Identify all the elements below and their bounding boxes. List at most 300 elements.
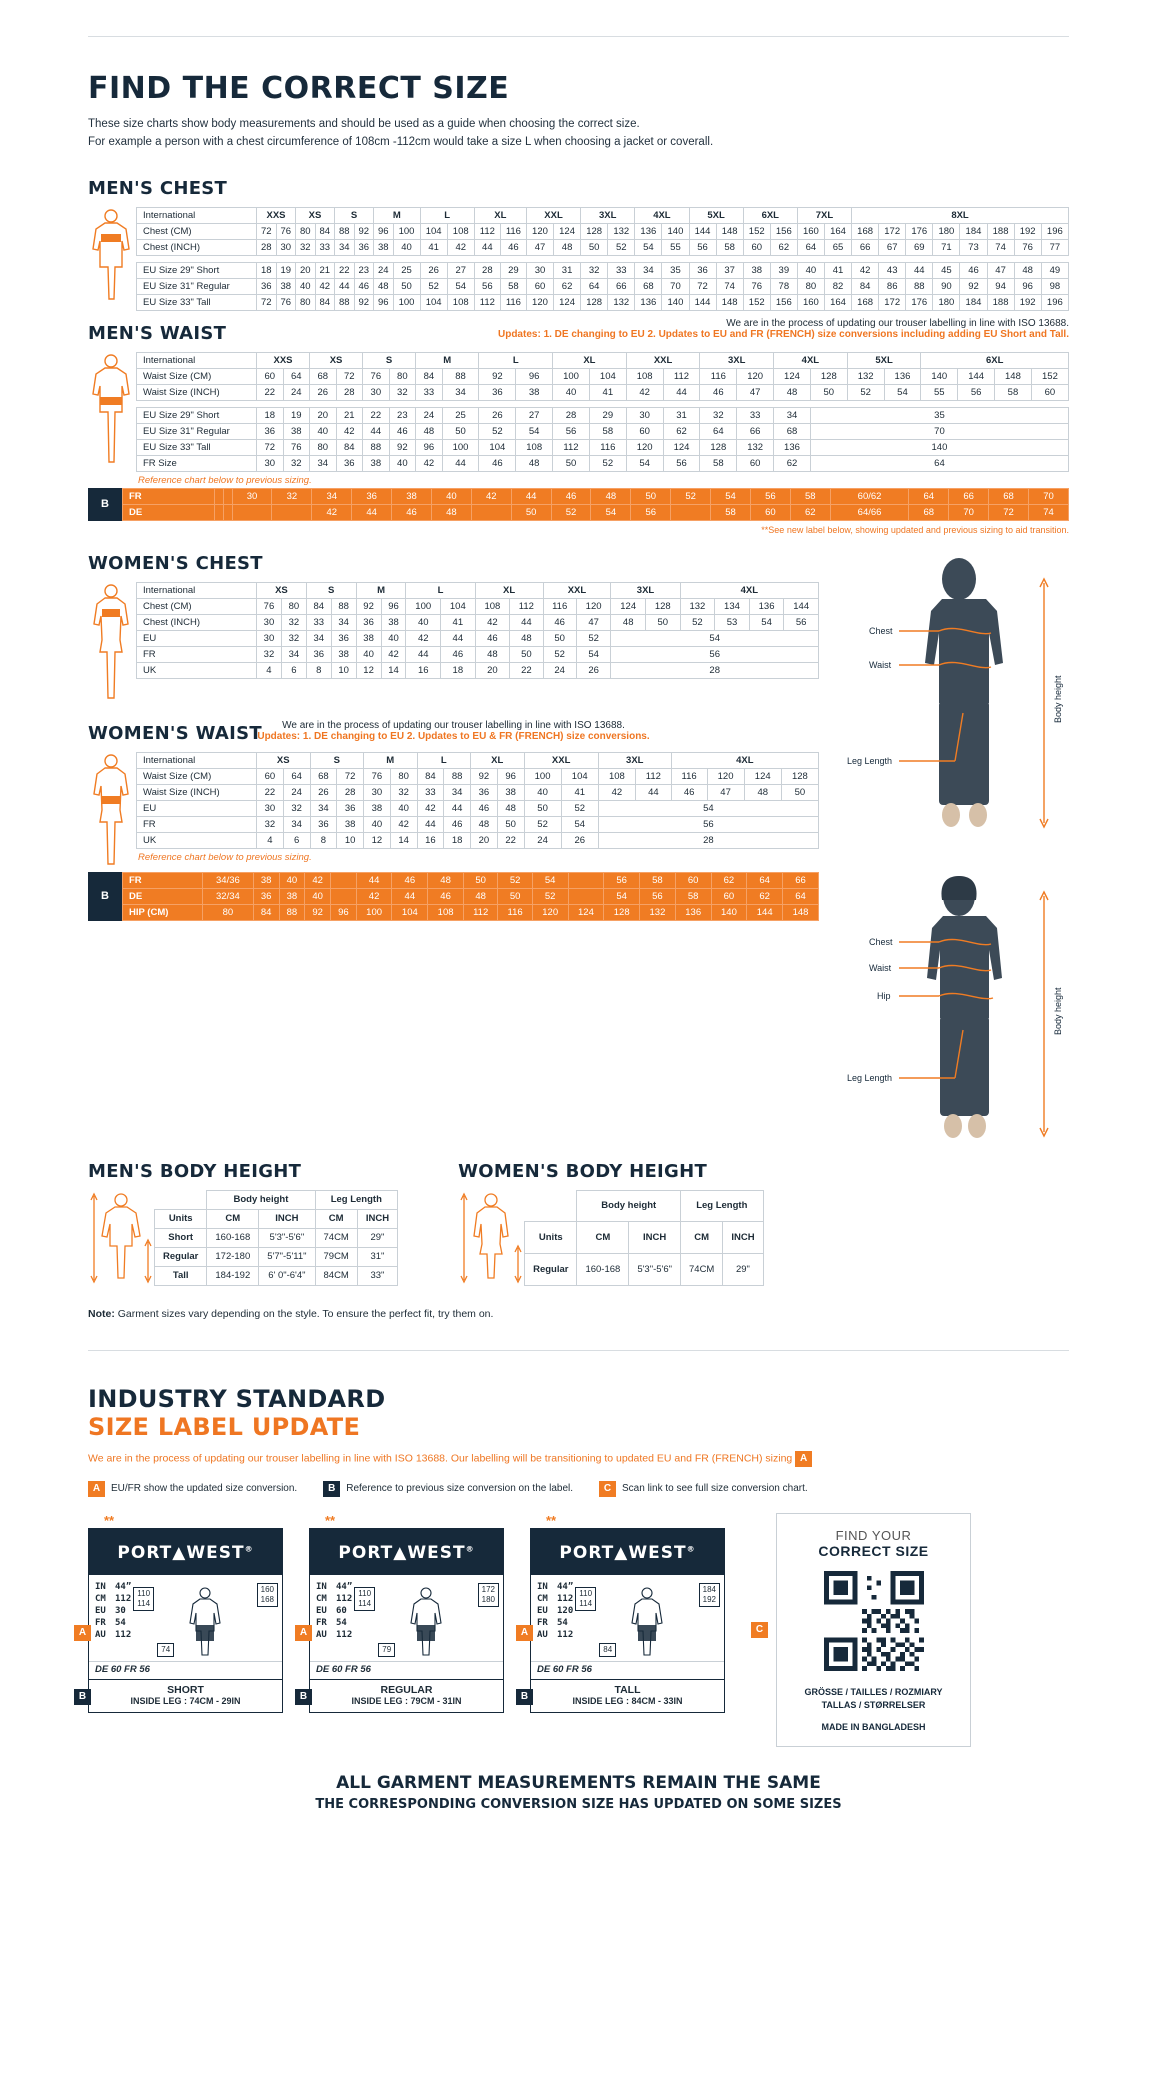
size-header-l: L <box>417 752 471 768</box>
previous-size-cell: 44 <box>392 888 428 904</box>
cell: 42 <box>852 262 879 278</box>
previous-size-cell: 60/62 <box>830 488 909 504</box>
table-row <box>137 278 1069 294</box>
cell: 70 <box>810 423 1068 439</box>
cell: 112 <box>474 223 500 239</box>
cell: 32 <box>281 630 306 646</box>
cell: 66 <box>608 278 635 294</box>
cell: 72 <box>336 368 363 384</box>
cell: 68 <box>310 768 337 784</box>
bh-cell: 184-192 <box>207 1266 259 1285</box>
cell: 58 <box>716 239 743 255</box>
cell: 148 <box>716 294 743 310</box>
cell: 33 <box>315 239 335 255</box>
label-fit-name: SHORT <box>167 1683 204 1696</box>
cell: 92 <box>389 439 416 455</box>
previous-size-cell <box>223 488 232 504</box>
row-label: Chest (INCH) <box>137 239 257 255</box>
cell: 27 <box>447 262 474 278</box>
previous-size-cell: 54 <box>532 872 568 888</box>
previous-size-cell: 74 <box>1029 504 1069 520</box>
mens-waist-block <box>88 352 1069 488</box>
cell: 74 <box>716 278 743 294</box>
womens-waist-previous-table <box>122 872 819 921</box>
cell: 76 <box>276 294 296 310</box>
cell: 32 <box>296 239 316 255</box>
female-height-icon <box>458 1190 524 1286</box>
row-label: EU <box>137 800 257 816</box>
cell: 132 <box>680 598 715 614</box>
cell: 164 <box>824 294 851 310</box>
mens-waist-figure <box>88 352 136 472</box>
previous-size-cell <box>330 872 356 888</box>
cell: 34 <box>310 455 337 471</box>
cell: 41 <box>589 384 626 400</box>
previous-size-cell: 36 <box>253 888 279 904</box>
legend-item-b <box>323 1481 573 1497</box>
garment-note-text: Garment sizes vary depending on the style. To ensure the perfect fit, try them on. <box>114 1307 494 1320</box>
previous-size-cell: 72 <box>989 504 1029 520</box>
qr-foot-3: MADE IN BANGLADESH <box>821 1721 926 1732</box>
cell: 148 <box>716 223 743 239</box>
cell: 188 <box>987 294 1014 310</box>
cell: 116 <box>543 598 576 614</box>
previous-size-cell: 140 <box>711 904 747 920</box>
cell: 84 <box>306 598 331 614</box>
cell: 29 <box>500 262 526 278</box>
cell: 56 <box>784 614 819 630</box>
cell: 38 <box>743 262 770 278</box>
cell: 55 <box>662 239 689 255</box>
row-label: FR Size <box>137 455 257 471</box>
cell: 12 <box>356 662 381 678</box>
legend-text-a: EU/FR show the updated size conversion. <box>111 1483 298 1495</box>
cell: 124 <box>744 768 781 784</box>
label-leg-box: 84 <box>599 1643 616 1657</box>
mens-waist-table <box>136 352 1069 472</box>
size-header-m: M <box>374 207 421 223</box>
row-label: Waist Size (INCH) <box>137 384 257 400</box>
cell: 10 <box>331 662 356 678</box>
cell: 36 <box>337 800 364 816</box>
bh-subheader-cell: CM <box>681 1222 723 1254</box>
previous-size-cell: 60 <box>675 872 711 888</box>
previous-size-cell: 148 <box>783 904 819 920</box>
cell: 56 <box>553 423 590 439</box>
cell: 84 <box>416 368 443 384</box>
see-new-label-note: **See new label below, showing updated and previous sizing to aid transition. <box>761 524 1069 535</box>
bh-subheader-cell: INCH <box>259 1209 315 1228</box>
cell: 32 <box>281 614 306 630</box>
cell: 42 <box>336 423 363 439</box>
bh-cell: Tall <box>155 1266 207 1285</box>
table-row <box>137 768 819 784</box>
bh-cell: Regular <box>525 1253 577 1285</box>
previous-size-cell: 108 <box>428 904 464 920</box>
cell: 112 <box>635 768 671 784</box>
cell: 25 <box>442 407 479 423</box>
cell: 53 <box>715 614 750 630</box>
womens-waist-block <box>88 752 819 872</box>
bh-cell: 29" <box>357 1228 397 1247</box>
cell: 36 <box>479 384 516 400</box>
cell: 32 <box>581 262 608 278</box>
cell: 30 <box>257 614 282 630</box>
label-spec-row: AU 112 <box>95 1630 132 1641</box>
cell: 124 <box>774 368 811 384</box>
cell: 64 <box>283 768 310 784</box>
label-figure <box>131 1581 278 1659</box>
cell: 80 <box>389 368 416 384</box>
womens-waist-update-1: 1. DE changing to EU <box>302 730 405 742</box>
label-leg-box: 79 <box>378 1643 395 1657</box>
cell: 82 <box>824 278 851 294</box>
cell: 42 <box>315 278 335 294</box>
cell: 52 <box>680 614 715 630</box>
size-header-6xl: 6XL <box>921 352 1069 368</box>
previous-size-cell: 66 <box>949 488 989 504</box>
mens-chest-block <box>88 207 1069 311</box>
previous-size-cell: 120 <box>532 904 568 920</box>
previous-size-cell: 56 <box>640 888 676 904</box>
intro-line-1: These size charts show body measurements and should be used as a guide when choosing the correct size. <box>88 118 640 130</box>
table-row <box>137 614 819 630</box>
cell: 120 <box>626 439 663 455</box>
previous-size-row <box>123 888 819 904</box>
cell: 104 <box>589 368 626 384</box>
cell: 100 <box>393 294 420 310</box>
mens-body-height-block <box>88 1161 398 1286</box>
legend-text-b: Reference to previous size conversion on the label. <box>346 1483 574 1495</box>
mens-waist-update-1: 1. DE changing to EU <box>543 328 645 340</box>
model-illustrations <box>839 553 1069 1155</box>
cell: 67 <box>879 239 906 255</box>
previous-size-cell: 66 <box>783 872 819 888</box>
cell: 30 <box>276 239 296 255</box>
previous-size-label: HIP (CM) <box>123 904 203 920</box>
cell: 34 <box>774 407 811 423</box>
cell: 49 <box>1041 262 1068 278</box>
label-card-short <box>78 1512 283 1748</box>
cell: 42 <box>406 630 441 646</box>
cell: 46 <box>471 800 498 816</box>
cell: 26 <box>310 384 337 400</box>
cell: 58 <box>995 384 1032 400</box>
cell: 176 <box>906 223 933 239</box>
label-person-icon <box>183 1585 227 1659</box>
female-label-body-height: Body height <box>1053 987 1063 1035</box>
bh-cell: 31" <box>357 1247 397 1266</box>
label-spec-row: EU 60 <box>316 1605 347 1616</box>
previous-size-cell: 124 <box>568 904 604 920</box>
label-spec-row: CM 112 <box>537 1593 574 1604</box>
label-spec-row: AU 112 <box>316 1630 353 1641</box>
closing-line-1: ALL GARMENT MEASUREMENTS REMAIN THE SAME <box>336 1773 821 1794</box>
cell: 54 <box>635 239 662 255</box>
bh-row <box>155 1247 398 1266</box>
bh-group-leg-length: Leg Length <box>315 1190 398 1209</box>
table-row <box>137 294 1069 310</box>
cell: 39 <box>770 262 797 278</box>
cell: 196 <box>1041 223 1068 239</box>
bh-subheader-cell: INCH <box>723 1222 763 1254</box>
qr-foot-1: GRÖSSE / TAILLES / ROZMIARY <box>804 1686 943 1697</box>
garment-note-label: Note: <box>88 1307 115 1320</box>
label-body <box>89 1575 282 1661</box>
cell: 108 <box>598 768 635 784</box>
cell: 152 <box>1031 368 1068 384</box>
cell: 124 <box>554 294 581 310</box>
cell: 24 <box>524 832 561 848</box>
cell: 88 <box>442 368 479 384</box>
cell: 84 <box>852 278 879 294</box>
table-row <box>137 239 1069 255</box>
size-header-xs: XS <box>310 352 363 368</box>
row-label: UK <box>137 662 257 678</box>
female-torso-icon <box>88 582 134 708</box>
cell: 62 <box>663 423 700 439</box>
cell: 30 <box>363 384 390 400</box>
cell: 112 <box>663 368 700 384</box>
cell: 42 <box>447 239 474 255</box>
cell: 44 <box>335 278 355 294</box>
womens-waist-update-2: 2. Updates to EU & FR (FRENCH) size conversions. <box>406 730 650 742</box>
cell: 88 <box>444 768 471 784</box>
bh-subheader-cell: Units <box>525 1222 577 1254</box>
cell: 26 <box>420 262 447 278</box>
previous-size-cell: 62 <box>747 888 783 904</box>
cell: 52 <box>589 455 626 471</box>
table-row <box>137 423 1069 439</box>
previous-size-row <box>123 504 1069 520</box>
size-header-xs: XS <box>257 582 307 598</box>
cell: 50 <box>646 614 681 630</box>
cell: 41 <box>441 614 476 630</box>
cell: 38 <box>516 384 553 400</box>
cell: 50 <box>524 800 561 816</box>
label-chest-box: 110 114 <box>575 1587 596 1611</box>
cell: 84 <box>315 223 335 239</box>
label-stars: ** <box>546 1512 557 1528</box>
qr-card-wrapper <box>751 1513 971 1748</box>
section-heading-womens-body-height: WOMEN'S BODY HEIGHT <box>458 1160 708 1182</box>
previous-size-label: FR <box>123 872 203 888</box>
cell: 132 <box>608 223 635 239</box>
cell: 184 <box>960 223 987 239</box>
previous-size-cell: 38 <box>253 872 279 888</box>
cell: 60 <box>257 768 284 784</box>
female-waist-icon <box>88 752 134 872</box>
badge-b-womens: B <box>88 872 122 921</box>
qr-title-bottom: CORRECT SIZE <box>818 1542 929 1559</box>
cell: 96 <box>497 768 524 784</box>
cell: 100 <box>553 368 590 384</box>
cell: 124 <box>554 223 581 239</box>
table-row <box>137 800 819 816</box>
cell: 132 <box>608 294 635 310</box>
cell: 54 <box>561 816 598 832</box>
table-header-row <box>137 752 819 768</box>
row-label: EU Size 33" Tall <box>137 294 257 310</box>
cell: 96 <box>374 223 394 239</box>
cell: 78 <box>770 278 797 294</box>
label-person-icon <box>404 1585 448 1659</box>
womens-chest-figure <box>88 582 136 708</box>
cell: 64 <box>810 455 1068 471</box>
cell: 41 <box>561 784 598 800</box>
bh-cell: Short <box>155 1228 207 1247</box>
size-header-8xl: 8XL <box>852 207 1069 223</box>
cell: 34 <box>442 384 479 400</box>
cell: 156 <box>770 223 797 239</box>
cell: 80 <box>296 223 316 239</box>
size-chart-page <box>0 36 1157 1812</box>
bh-subheader-cell: CM <box>577 1222 629 1254</box>
male-torso-icon <box>88 207 134 303</box>
cell: 58 <box>500 278 526 294</box>
previous-size-cell: 70 <box>949 504 989 520</box>
previous-size-cell: 96 <box>330 904 356 920</box>
size-header-xxl: XXL <box>524 752 598 768</box>
cell: 28 <box>257 239 277 255</box>
industry-title-2: SIZE LABEL UPDATE <box>88 1412 361 1441</box>
cell: 40 <box>364 816 391 832</box>
previous-size-cell: 144 <box>747 904 783 920</box>
previous-size-cell: 46 <box>551 488 591 504</box>
cell: 40 <box>524 784 561 800</box>
cell: 124 <box>663 439 700 455</box>
cell: 54 <box>884 384 921 400</box>
cell: 128 <box>646 598 681 614</box>
cell: 48 <box>1014 262 1041 278</box>
label-height-box: 172 180 <box>478 1583 499 1607</box>
cell: 16 <box>406 662 441 678</box>
cell: 144 <box>689 294 716 310</box>
label-fit-name: REGULAR <box>380 1683 433 1696</box>
cell: 22 <box>363 407 390 423</box>
size-header-xl: XL <box>474 207 526 223</box>
label-spec-row: EU 30 <box>95 1605 126 1616</box>
cell: 30 <box>257 630 282 646</box>
cell: 128 <box>581 223 608 239</box>
cell: 52 <box>847 384 884 400</box>
cell: 144 <box>958 368 995 384</box>
bh-cell: 6' 0"-6'4" <box>259 1266 315 1285</box>
cell: 14 <box>381 662 406 678</box>
size-header-xxl: XXL <box>626 352 700 368</box>
cell: 26 <box>479 407 516 423</box>
cell: 24 <box>283 384 310 400</box>
previous-size-cell: 32 <box>272 488 312 504</box>
cell: 47 <box>707 784 744 800</box>
cell: 47 <box>737 384 774 400</box>
cell: 28 <box>474 262 500 278</box>
previous-size-cell: 112 <box>463 904 497 920</box>
previous-size-label: FR <box>123 488 215 504</box>
row-label: UK <box>137 832 257 848</box>
cell: 71 <box>933 239 960 255</box>
previous-size-cell: 48 <box>591 488 631 504</box>
cell: 23 <box>389 407 416 423</box>
qr-foot-2: TALLAS / STØRRELSER <box>821 1700 926 1711</box>
cell: 34 <box>306 630 331 646</box>
label-fit-footer <box>89 1679 282 1712</box>
size-header-s: S <box>306 582 356 598</box>
cell: 36 <box>331 630 356 646</box>
tag-b-marker: B <box>516 1689 533 1705</box>
badge-b-mens: B <box>88 488 122 521</box>
cell: 62 <box>554 278 581 294</box>
cell: 32 <box>257 646 282 662</box>
previous-size-cell: 42 <box>471 488 511 504</box>
qr-code-icon[interactable] <box>824 1571 924 1671</box>
label-previous-conversion: DE 60 FR 56 <box>531 1661 724 1679</box>
previous-size-cell <box>330 888 356 904</box>
cell: 50 <box>810 384 847 400</box>
table-row <box>137 816 819 832</box>
size-header-3xl: 3XL <box>581 207 635 223</box>
cell: 108 <box>626 368 663 384</box>
cell: 40 <box>296 278 316 294</box>
tag-b-marker: B <box>295 1689 312 1705</box>
cell: 50 <box>781 784 818 800</box>
cell: 32 <box>700 407 737 423</box>
previous-size-cell: 34/36 <box>203 872 254 888</box>
cell: 132 <box>847 368 884 384</box>
cell: 120 <box>526 294 553 310</box>
cell: 66 <box>737 423 774 439</box>
womens-chest-block <box>88 582 819 708</box>
bh-subheader-cell: CM <box>315 1209 357 1228</box>
size-header-m: M <box>356 582 406 598</box>
label-height-box: 160 168 <box>257 1583 278 1607</box>
row-label: Chest (INCH) <box>137 614 257 630</box>
size-header-4xl: 4XL <box>671 752 818 768</box>
cell: 96 <box>374 294 394 310</box>
mens-body-height-table <box>154 1190 398 1286</box>
industry-legend <box>88 1481 1069 1497</box>
label-fit-name: TALL <box>614 1683 641 1696</box>
cell: 36 <box>257 278 277 294</box>
previous-size-cell: 48 <box>463 888 497 904</box>
cell: 23 <box>354 262 374 278</box>
size-header-xl: XL <box>475 582 543 598</box>
cell: 44 <box>406 646 441 662</box>
previous-size-row <box>123 904 819 920</box>
cell: 180 <box>933 294 960 310</box>
cell: 55 <box>921 384 958 400</box>
cell: 60 <box>257 368 284 384</box>
cell: 52 <box>608 239 635 255</box>
cell: 32 <box>389 384 416 400</box>
previous-size-cell: 40 <box>279 872 305 888</box>
cell: 116 <box>500 294 526 310</box>
row-label: EU Size 29" Short <box>137 262 257 278</box>
cell: 46 <box>354 278 374 294</box>
previous-size-row <box>123 872 819 888</box>
cell: 50 <box>497 816 524 832</box>
cell: 104 <box>441 598 476 614</box>
tag-a-inline: A <box>795 1451 812 1467</box>
cell: 46 <box>444 816 471 832</box>
cell: 180 <box>933 223 960 239</box>
size-header-5xl: 5XL <box>847 352 921 368</box>
label-spec-row: FR 54 <box>537 1618 568 1629</box>
cell: 88 <box>906 278 933 294</box>
closing-text <box>88 1773 1069 1812</box>
previous-size-cell: 46 <box>428 888 464 904</box>
tag-c-icon: C <box>599 1481 616 1497</box>
